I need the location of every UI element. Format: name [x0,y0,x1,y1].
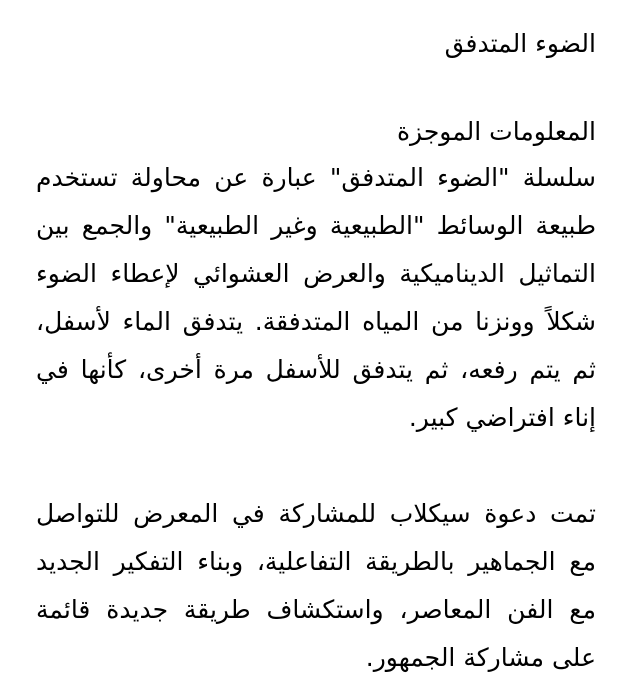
paragraph-invitation: تمت دعوة سيكلاب للمشاركة في المعرض للتواصل مع الجماهير بالطريقة التفاعلية، وبناء التفكير الجديد مع الفن المعاصر، واستكشاف طريقة جديدة قائمة على مشاركة الجمهور. [36,499,596,672]
section-heading-brief-info: المعلومات الموجزة [396,117,596,146]
paragraph-description: سلسلة "الضوء المتدفق" عبارة عن محاولة تستخدم طبيعة الوسائط "الطبيعية وغير الطبيعية" والجمع بين التماثيل الديناميكية والعرض العشوائي لإعطاء الضوء شكلاً وونزنا من المياه المتدفقة. يتدفق الماء لأسفل، ثم يتم رفعه، ثم يتدفق للأسفل مرة أخرى، كأنها في إناء افتراضي كبير. [36,163,596,432]
document-title: الضوء المتدفق [444,29,596,58]
